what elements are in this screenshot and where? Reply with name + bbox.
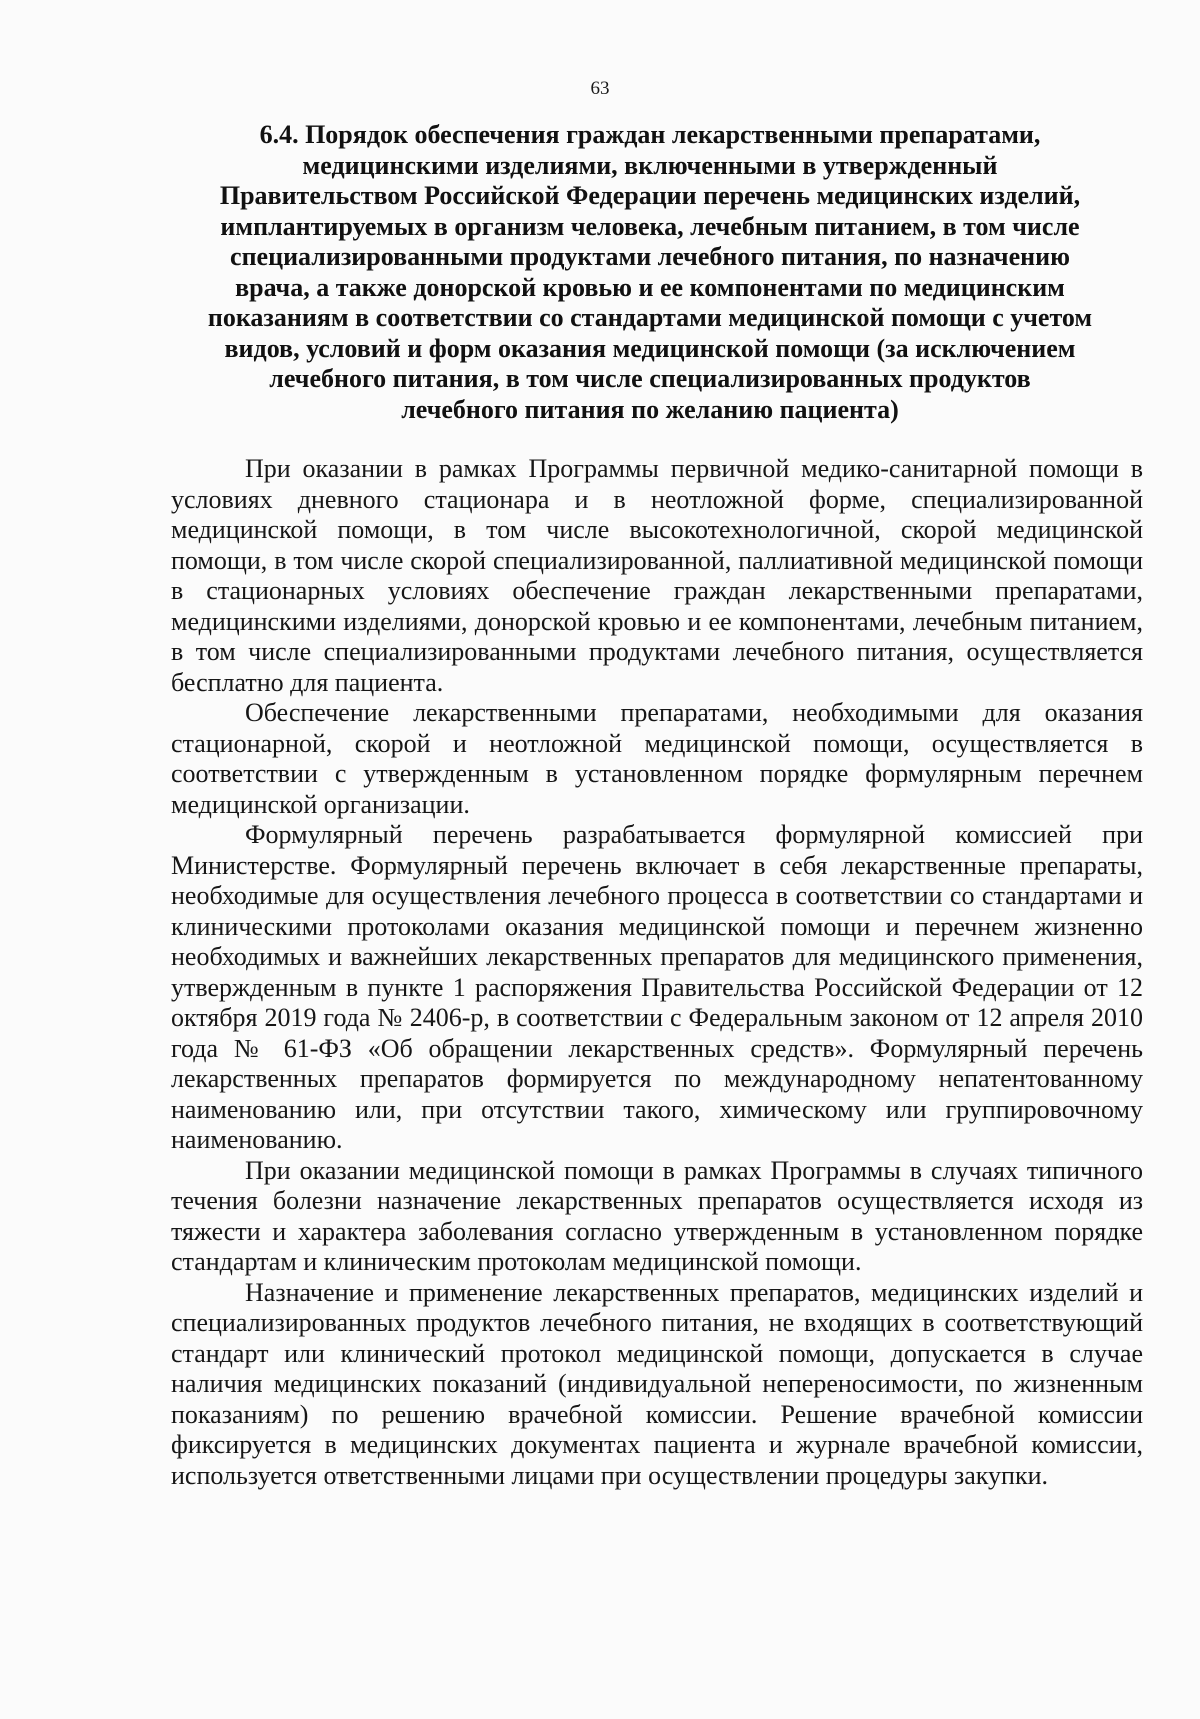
paragraph-free-provision: При оказании в рамках Программы первичной медико-санитарной помощи в условиях дневного стационара и в неотложной форме, специализированной медицинской помощи, в том числе высокотехнологичной, скорой медицинской помощи, в том числе скорой специализированной, паллиативной медицинской помощи в стационарных условиях обеспечение граждан лекарственными препаратами, медицинскими изделиями, донорской кровью и ее компонентами, лечебным питанием, в том числе специализированными продуктами лечебного питания, осуществляется бесплатно для пациента. — [171, 454, 1143, 697]
paragraph-formulary-provision: Обеспечение лекарственными препаратами, необходимыми для оказания стационарной, скорой и неотложной медицинской помощи, осуществляется в соответствии с утвержденным в установленном порядке формулярным перечнем медицинской организации. — [171, 698, 1143, 819]
paragraph-formulary-list: Формулярный перечень разрабатывается формулярной комиссией при Министерстве. Формулярный перечень включает в себя лекарственные препараты, необходимые для осуществления лечебного процесса в соответствии со стандартами и клиническими протоколами оказания медицинской помощи и перечнем жизненно необходимых и важнейших лекарственных препаратов для медицинского применения, утвержденным в пункте 1 распоряжения Правительства Российской Федерации от 12 октября 2019 года № 2406-р, в соответствии с Федеральным законом от 12 апреля 2010 года № 61-ФЗ «Об обращении лекарственных средств». Формулярный перечень лекарственных препаратов формируется по международному непатентованному наименованию или, при отсутствии такого, химическому или группировочному наименованию. — [171, 820, 1143, 1154]
heading-line: врача, а также донорской кровью и ее компонентами по медицинским — [235, 272, 1065, 302]
paragraph-commission-decision: Назначение и применение лекарственных препаратов, медицинских изделий и специализированных продуктов лечебного питания, не входящих в соответствующий стандарт или клинический протокол медицинской помощи, допускается в случае наличия медицинских показаний (индивидуальной непереносимости, по жизненным показаниям) по решению врачебной комиссии. Решение врачебной комиссии фиксируется в медицинских документах пациента и журнале врачебной комиссии, используется ответственными лицами при осуществлении процедуры закупки. — [171, 1277, 1143, 1490]
heading-line: медицинскими изделиями, включенными в утвержденный — [302, 150, 998, 180]
heading-line: 6.4. Порядок обеспечения граждан лекарственными препаратами, — [259, 120, 1041, 149]
heading-line: показаниям в соответствии со стандартами медицинской помощи с учетом — [207, 303, 1093, 332]
section-heading — [160, 120, 1140, 425]
paragraph-typical-course: При оказании медицинской помощи в рамках Программы в случаях типичного течения болезни назначение лекарственных препаратов осуществляется исходя из тяжести и характера заболевания согласно утвержденным в установленном порядке стандартам и клиническим протоколам медицинской помощи. — [171, 1155, 1143, 1276]
heading-line: имплантируемых в организм человека, лечебным питанием, в том числе — [220, 211, 1080, 241]
heading-line: лечебного питания, в том числе специализированных продуктов — [269, 364, 1031, 393]
page-number: 63 — [590, 78, 610, 99]
heading-line: лечебного питания по желанию пациента) — [401, 394, 899, 424]
heading-line: Правительством Российской Федерации перечень медицинских изделий, — [219, 181, 1081, 210]
document-body — [171, 454, 1143, 1491]
heading-line: специализированными продуктами лечебного питания, по назначению — [230, 242, 1070, 271]
heading-line: видов, условий и форм оказания медицинской помощи (за исключением — [224, 333, 1076, 363]
